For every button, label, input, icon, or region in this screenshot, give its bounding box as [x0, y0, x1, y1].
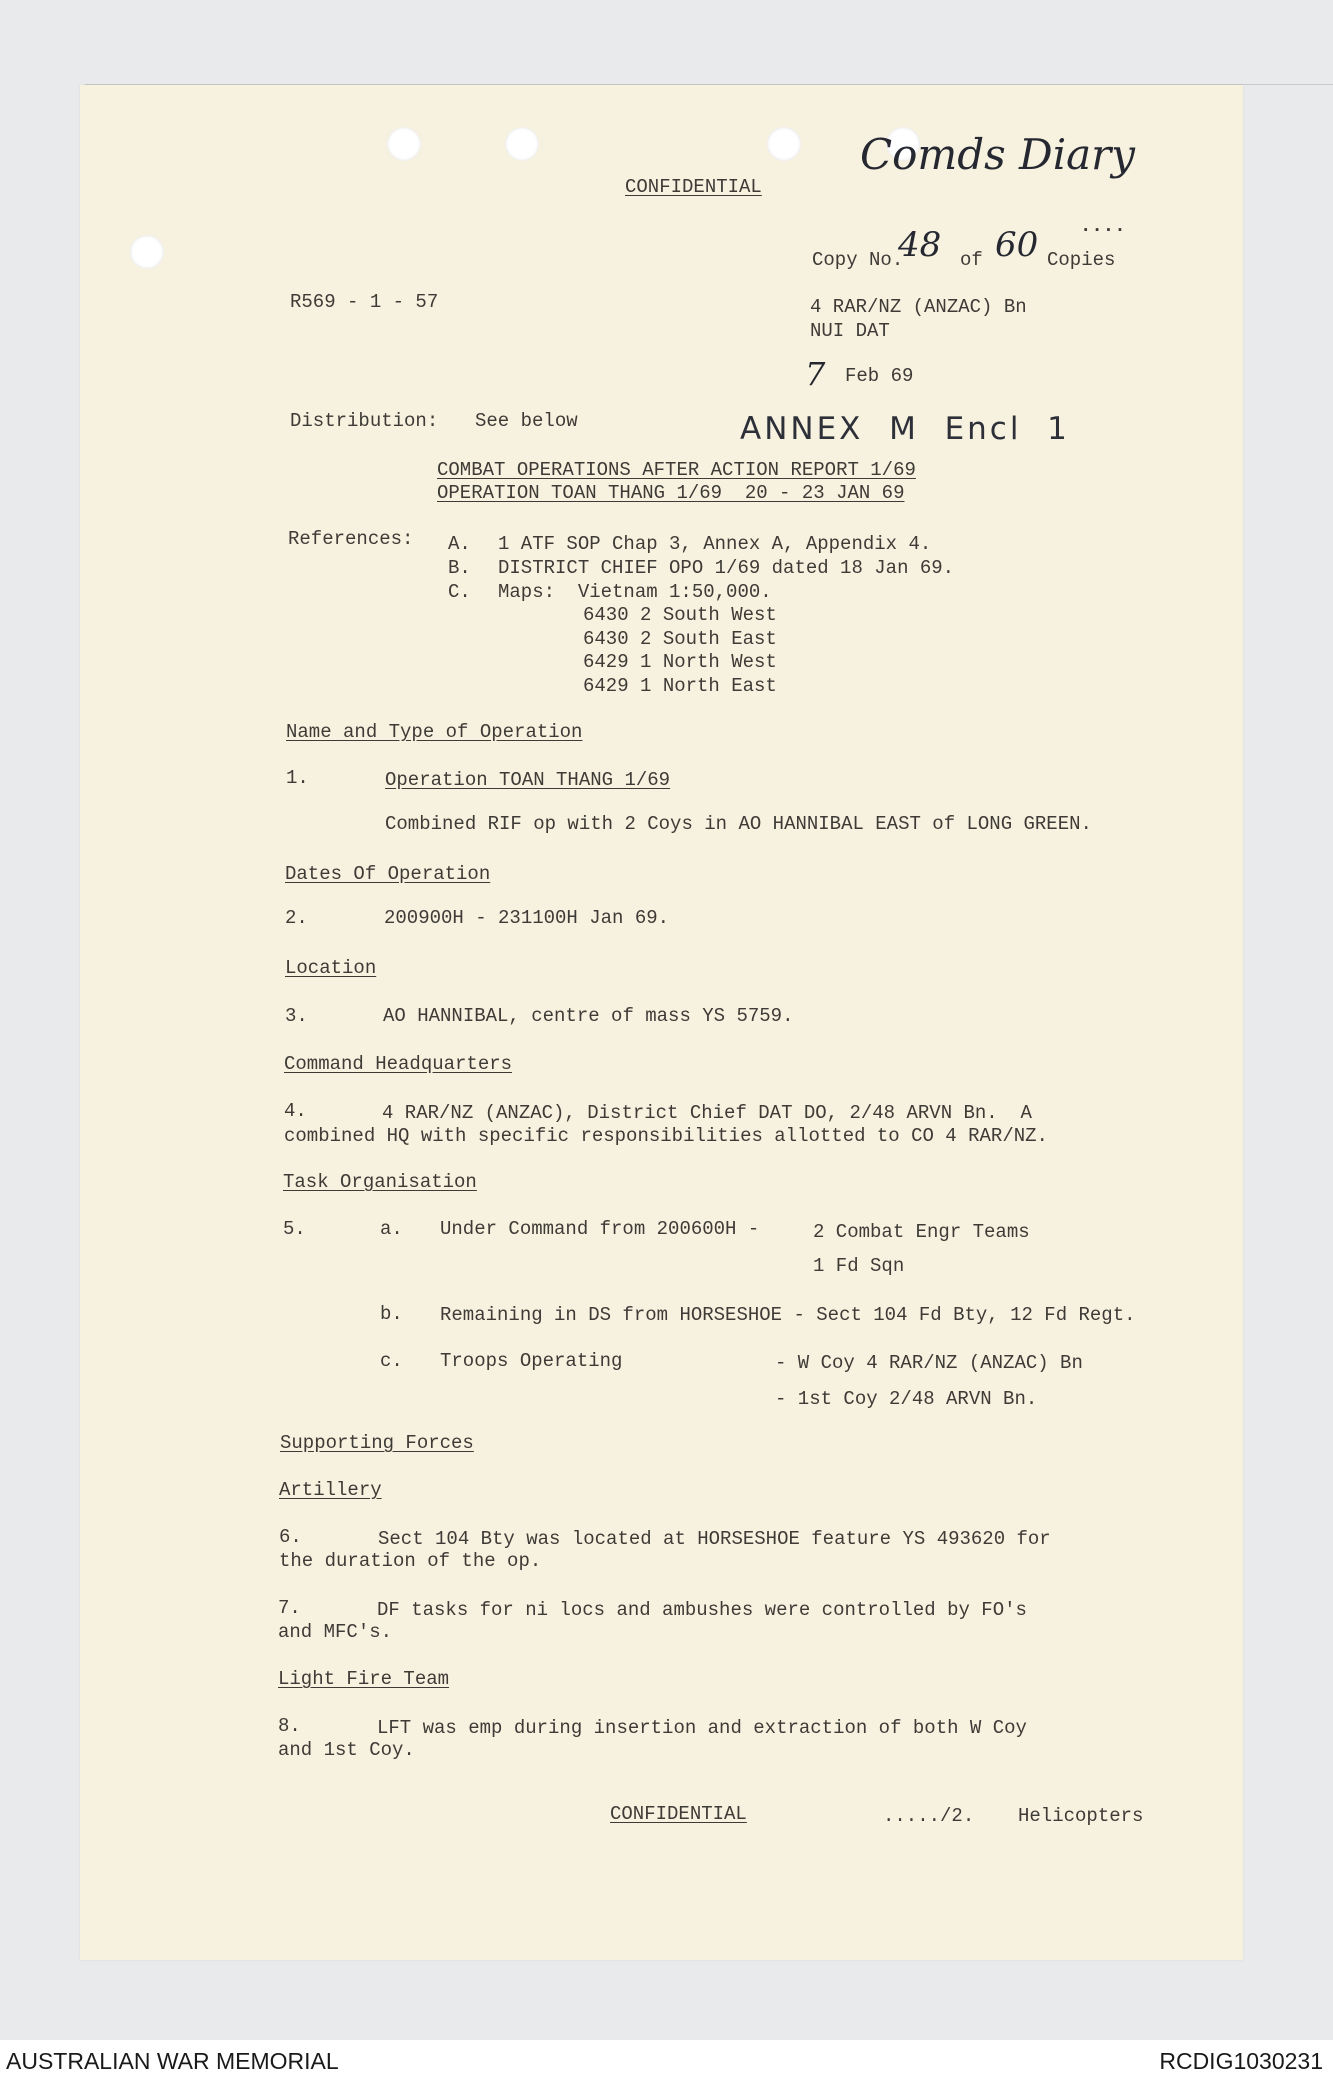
task-item-key: b.: [380, 1303, 403, 1325]
task-item-key: c.: [380, 1350, 403, 1372]
distribution-label: Distribution:: [290, 410, 439, 432]
paragraph-number: 3.: [285, 1005, 308, 1027]
command-hq-text-line2: combined HQ with specific responsibilities allotted to CO 4 RAR/NZ.: [284, 1125, 1048, 1147]
operation-description: Combined RIF op with 2 Coys in AO HANNIBAL EAST of LONG GREEN.: [385, 813, 1092, 835]
copy-suffix: Copies: [1047, 249, 1116, 271]
next-section-heading: Helicopters: [1018, 1805, 1144, 1827]
task-under-command-value2: 1 Fd Sqn: [813, 1255, 905, 1277]
map-sheet: 6430 2 South East: [583, 628, 777, 650]
punch-hole: [387, 127, 421, 161]
task-under-command-value1: 2 Combat Engr Teams: [813, 1221, 1030, 1243]
archive-item-id: RCDIG1030231: [1159, 2048, 1323, 2074]
punch-hole: [767, 127, 801, 161]
copy-number: 48: [898, 225, 942, 265]
continuation-marker: ...../2.: [883, 1805, 975, 1827]
artillery-para7-line1: DF tasks for ni locs and ambushes were controlled by FO's: [377, 1599, 1027, 1621]
paragraph-number: 7.: [278, 1597, 301, 1619]
report-title-line1: COMBAT OPERATIONS AFTER ACTION REPORT 1/69: [437, 459, 916, 481]
punch-hole: [505, 127, 539, 161]
section-heading-command-hq: Command Headquarters: [284, 1053, 513, 1075]
section-heading-task-org: Task Organisation: [283, 1171, 477, 1193]
reference-text: Maps: Vietnam 1:50,000.: [498, 581, 772, 603]
map-sheet: 6429 1 North East: [583, 675, 777, 697]
section-heading-light-fire-team: Light Fire Team: [278, 1668, 450, 1690]
punch-hole: [130, 235, 164, 269]
task-troops-value1: - W Coy 4 RAR/NZ (ANZAC) Bn: [775, 1352, 1083, 1374]
archive-institution: AUSTRALIAN WAR MEMORIAL: [6, 2048, 339, 2074]
copy-prefix: Copy No.: [812, 249, 904, 271]
reference-key: B.: [448, 557, 471, 579]
lft-para8-line2: and 1st Coy.: [278, 1739, 415, 1761]
references-label: References:: [288, 528, 414, 550]
report-title-line2: OPERATION TOAN THANG 1/69 20 - 23 JAN 69: [437, 482, 905, 504]
classification-bottom: CONFIDENTIAL: [610, 1803, 747, 1825]
paragraph-number: 6.: [279, 1526, 302, 1548]
copy-of: of: [960, 249, 983, 271]
unit-name: 4 RAR/NZ (ANZAC) Bn: [810, 296, 1027, 318]
handwritten-comds-diary: Comds Diary: [860, 130, 1135, 179]
report-date: Feb 69: [845, 365, 914, 387]
task-troops-value2: - 1st Coy 2/48 ARVN Bn.: [775, 1388, 1038, 1410]
section-heading-supporting-forces: Supporting Forces: [280, 1432, 474, 1454]
copy-dots: ....: [1080, 215, 1126, 237]
paragraph-number: 1.: [286, 767, 309, 789]
task-direct-support: Remaining in DS from HORSESHOE - Sect 104 Fd Bty, 12 Fd Regt.: [440, 1304, 1136, 1326]
paragraph-number: 5.: [283, 1218, 306, 1240]
artillery-para6-line2: the duration of the op.: [279, 1550, 542, 1572]
section-heading-name-type: Name and Type of Operation: [286, 721, 583, 743]
operation-location: AO HANNIBAL, centre of mass YS 5759.: [383, 1005, 794, 1027]
map-sheet: 6429 1 North West: [583, 651, 777, 673]
artillery-para7-line2: and MFC's.: [278, 1621, 393, 1643]
command-hq-text-line1: 4 RAR/NZ (ANZAC), District Chief DAT DO, 2/48 ARVN Bn. A: [382, 1102, 1032, 1124]
reference-text: DISTRICT CHIEF OPO 1/69 dated 18 Jan 69.: [498, 557, 955, 579]
lft-para8-line1: LFT was emp during insertion and extraction of both W Coy: [377, 1717, 1027, 1739]
document-page: [80, 85, 1243, 1960]
artillery-para6-line1: Sect 104 Bty was located at HORSESHOE feature YS 493620 for: [378, 1528, 1051, 1550]
copy-total: 60: [995, 225, 1039, 265]
task-troops-label: Troops Operating: [440, 1350, 623, 1372]
paragraph-number: 8.: [278, 1715, 301, 1737]
section-heading-location: Location: [285, 957, 377, 979]
distribution-value: See below: [475, 410, 578, 432]
date-day-handwritten: 7: [805, 355, 826, 393]
annex-reference-handwritten: ANNEX M Encl 1: [740, 411, 1070, 447]
reference-text: 1 ATF SOP Chap 3, Annex A, Appendix 4.: [498, 533, 932, 555]
section-heading-dates: Dates Of Operation: [285, 863, 491, 885]
map-sheet: 6430 2 South West: [583, 604, 777, 626]
paragraph-number: 4.: [284, 1100, 307, 1122]
task-item-key: a.: [380, 1218, 403, 1240]
classification-top: CONFIDENTIAL: [625, 176, 762, 198]
reference-key: A.: [448, 533, 471, 555]
operation-dates: 200900H - 231100H Jan 69.: [384, 907, 670, 929]
operation-name: Operation TOAN THANG 1/69: [385, 769, 671, 791]
task-under-command-label: Under Command from 200600H -: [440, 1218, 760, 1240]
reference-key: C.: [448, 581, 471, 603]
paragraph-number: 2.: [285, 907, 308, 929]
section-heading-artillery: Artillery: [279, 1479, 382, 1501]
unit-location: NUI DAT: [810, 320, 890, 342]
file-reference: R569 - 1 - 57: [290, 291, 439, 313]
